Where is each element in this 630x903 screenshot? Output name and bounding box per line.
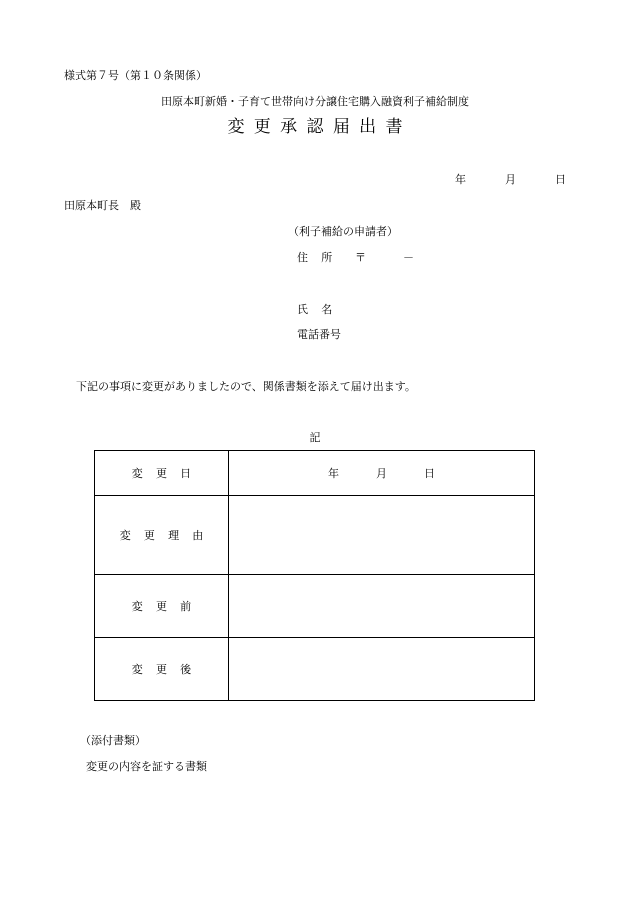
ki-label: 記 bbox=[309, 431, 321, 444]
change-date-value bbox=[328, 467, 435, 480]
before-label-cell bbox=[95, 575, 229, 638]
submission-date bbox=[455, 174, 566, 185]
change-date-month: 月 bbox=[376, 467, 387, 480]
date-month-label: 月 bbox=[505, 173, 516, 186]
change-date-day: 日 bbox=[424, 467, 435, 480]
table-row bbox=[95, 496, 535, 575]
reason-label-cell bbox=[95, 496, 229, 575]
phone-label: 電話番号 bbox=[297, 328, 341, 341]
change-date-label: 変更日 bbox=[131, 467, 205, 480]
postal-mark: 〒 bbox=[355, 251, 366, 264]
attachments-item: 変更の内容を証する書類 bbox=[86, 760, 207, 773]
address-row bbox=[297, 252, 414, 263]
change-date-year: 年 bbox=[328, 467, 339, 480]
before-value-cell bbox=[229, 575, 535, 638]
change-date-label-cell bbox=[95, 451, 229, 496]
after-value-cell bbox=[229, 638, 535, 701]
form-title: 変更承認届出書 bbox=[227, 117, 412, 137]
after-label-cell bbox=[95, 638, 229, 701]
before-label: 変更前 bbox=[131, 600, 205, 613]
date-day-label: 日 bbox=[555, 173, 566, 186]
name-label: 氏名 bbox=[297, 303, 346, 316]
after-label: 変更後 bbox=[131, 663, 205, 676]
statement: 下記の事項に変更がありましたので、関係書類を添えて届け出ます。 bbox=[76, 380, 416, 393]
detail-table bbox=[94, 450, 535, 701]
table-row bbox=[95, 451, 535, 496]
date-year-label: 年 bbox=[455, 173, 466, 186]
name-row bbox=[297, 304, 345, 315]
reason-label: 変更理由 bbox=[119, 529, 217, 542]
change-date-value-cell bbox=[229, 451, 535, 496]
attachments-label: （添付書類） bbox=[80, 734, 146, 747]
table-row bbox=[95, 638, 535, 701]
address-label: 住所 bbox=[297, 251, 346, 264]
form-subtitle: 田原本町新婚・子育て世帯向け分譲住宅購入融資利子補給制度 bbox=[161, 95, 469, 108]
table-row bbox=[95, 575, 535, 638]
reason-value-cell bbox=[229, 496, 535, 575]
applicant-label: （利子補給の申請者） bbox=[288, 225, 398, 238]
postal-dash: － bbox=[403, 251, 414, 264]
addressee: 田原本町長 殿 bbox=[64, 199, 141, 212]
form-number: 様式第７号（第１０条関係） bbox=[64, 69, 207, 82]
